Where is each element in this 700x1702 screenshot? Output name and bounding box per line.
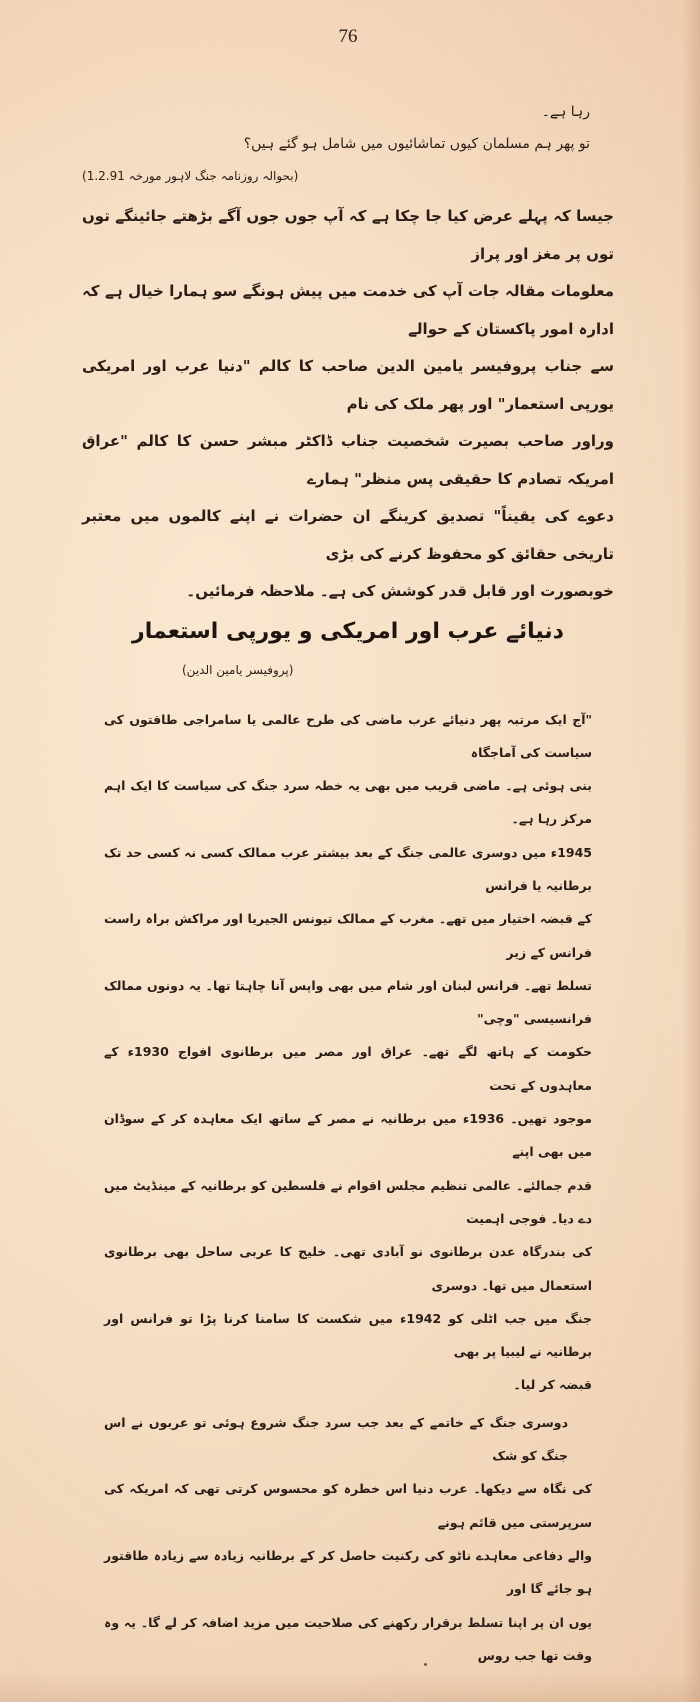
citation: (بحوالہ روزنامہ جنگ لاہور مورخہ 1.2.91): [82, 169, 299, 183]
page-edge-shadow: [682, 0, 700, 1702]
intro-question: تو پھر ہم مسلمان کیوں تماشائیوں میں شامل ہو گئے ہیں؟: [243, 136, 590, 152]
article-line: والے دفاعی معاہدے ناٹو کی رکنیت حاصل کر کے برطانیہ زیادہ سے زیادہ طاقتور ہو جائے گا اور: [104, 1547, 592, 1597]
article-line: حکومت کے ہاتھ لگے تھے۔ عراق اور مصر میں برطانوی افواج 1930ء کے معاہدوں کے تحت: [104, 1044, 592, 1093]
editorial-line: جیسا کہ پہلے عرض کیا جا چکا ہے کہ آپ جوں جوں آگے بڑھتے جائینگے توں توں پر مغز اور پراز: [82, 207, 614, 263]
editorial-line: سے جناب پروفیسر یامین الدین صاحب کا کالم "دنیا عرب اور امریکی یورپی استعمار" اور پھر ملک کی نام: [82, 357, 614, 413]
article-line: موجود تھیں۔ 1936ء میں برطانیہ نے مصر کے ساتھ ایک معاہدہ کر کے سوڈان میں بھی اپنے: [104, 1111, 592, 1160]
article-line: تسلط تھے۔ فرانس لبنان اور شام میں بھی واپس آنا چاہتا تھا۔ یہ دونوں ممالک فرانسیسی "وچی": [104, 977, 592, 1027]
article-paragraph-1: [82, 703, 614, 1402]
article-line: کی نگاہ سے دیکھا۔ عرب دنیا اس خطرہ کو محسوس کرتی تھی کہ امریکہ کی سرپرستی میں قائم ہونے: [104, 1481, 592, 1530]
page-number: 76: [338, 26, 358, 47]
article-line: کے قبضہ اختیار میں تھے۔ مغرب کے ممالک تیونس الجیریا اور مراکش براہ راست فرانس کے زیر: [104, 911, 592, 960]
article-line: قبضہ کر لیا۔: [513, 1377, 592, 1393]
editorial-line: دعوے کی یقیناً" تصدیق کرینگے ان حضرات نے اپنے کالموں میں معتبر تاریخی حقائق کو محفوظ کرنے کی بڑی: [82, 507, 614, 563]
article-line: بنی ہوئی ہے۔ ماضی قریب میں بھی یہ خطہ سرد جنگ کی سیاست کا ایک اہم مرکز رہا ہے۔: [104, 778, 592, 827]
editorial-line: وراور صاحب بصیرت شخصیت جناب ڈاکٹر مبشر حسن کا کالم "عراق امریکہ تصادم کا حقیقی پس منظر" ہمارے: [82, 432, 614, 488]
editorial-line: خوبصورت اور قابل قدر کوشش کی ہے۔ ملاحظہ فرمائیں۔: [186, 582, 614, 600]
editorial-paragraph: [82, 198, 614, 611]
article-title: دنیائے عرب اور امریکی و یورپی استعمار: [132, 618, 564, 644]
article-line: دوسری جنگ کے خاتمے کے بعد جب سرد جنگ شروع ہوئی تو عربوں نے اس جنگ کو شک: [104, 1414, 568, 1464]
intro: [82, 96, 614, 160]
article-paragraph-2: [82, 1406, 614, 1672]
page-bottom-shadow: [0, 1672, 700, 1702]
intro-line-1: رہا ہے۔: [541, 104, 590, 120]
article-line: جنگ میں جب اٹلی کو 1942ء میں شکست کا سامنا کرنا پڑا تو فرانس اور برطانیہ نے لیبیا پر بھی: [104, 1310, 592, 1360]
article-line: 1945ء میں دوسری عالمی جنگ کے بعد بیشتر عرب ممالک کسی نہ کسی حد تک برطانیہ یا فرانس: [104, 844, 592, 893]
article-author: (پروفیسر یامین الدین): [182, 662, 294, 677]
article-line: یوں ان پر اپنا تسلط برقرار رکھنے کی صلاحیت میں مزید اضافہ کر لے گا۔ یہ وہ وقت تھا جب روس: [104, 1614, 592, 1663]
article-line: قدم جمالئے۔ عالمی تنظیم مجلس اقوام نے فلسطین کو برطانیہ کے مینڈیٹ میں دے دیا۔ فوجی اہمیت: [104, 1177, 592, 1226]
article-line: کی بندرگاہ عدن برطانوی نو آبادی تھی۔ خلیج کا عربی ساحل بھی برطانوی استعمال میں تھا۔ دوسری: [104, 1244, 592, 1293]
article-line: "آج ایک مرتبہ پھر دنیائے عرب ماضی کی طرح عالمی یا سامراجی طاقتوں کی سیاست کی آماجگاہ: [104, 711, 592, 760]
editorial-line: معلومات مقالہ جات آپ کی خدمت میں پیش ہونگے سو ہمارا خیال ہے کہ ادارہ امور پاکستان کے حوالے: [82, 282, 614, 338]
